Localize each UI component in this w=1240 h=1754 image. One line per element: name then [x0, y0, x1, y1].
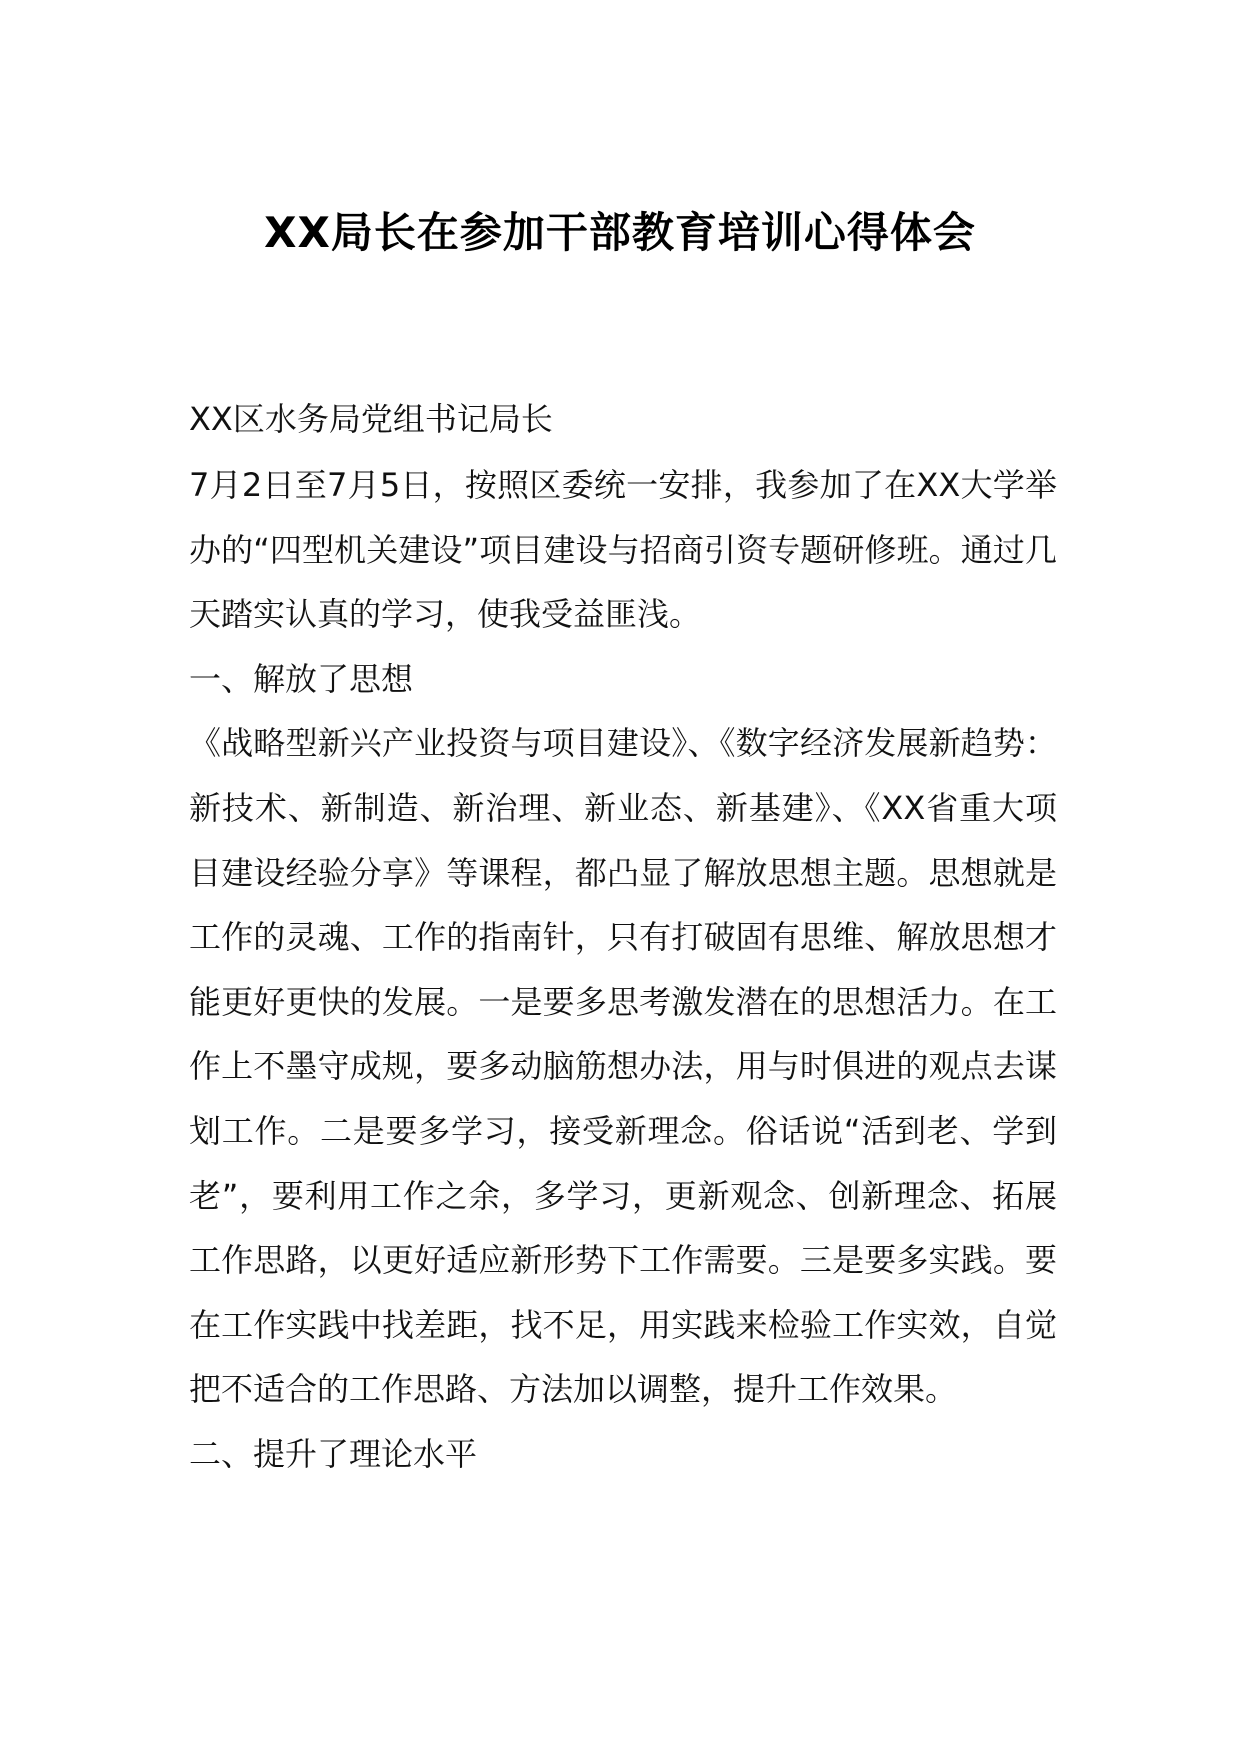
- section-heading-1: 一、解放了思想: [189, 659, 414, 698]
- section-heading-2: 二、提升了理论水平: [189, 1434, 478, 1473]
- document-title: XX局长在参加干部教育培训心得体会: [264, 208, 976, 257]
- document-body: [189, 453, 1057, 1487]
- author-line: XX区水务局党组书记局长: [189, 400, 553, 438]
- intro-paragraph: 7月2日至7月5日，按照区委统一安排，我参加了在XX大学举办的“四型机关建设”项目建设与招商引资专题研修班。通过几天踏实认真的学习，使我受益匪浅。: [189, 466, 1057, 634]
- section-1-paragraph: 《战略型新兴产业投资与项目建设》、《数字经济发展新趋势：新技术、新制造、新治理、新业态、新基建》、《XX省重大项目建设经验分享》等课程，都凸显了解放思想主题。思想就是工作的灵魂、工作的指南针，只有打破固有思维、解放思想才能更好更快的发展。一是要多思考激发潜在的思想活力。在工作上不墨守成规，要多动脑筋想办法，用与时俱进的观点去谋划工作。二是要多学习，接受新理念。俗话说“活到老、学到老”，要利用工作之余，多学习，更新观念、创新理念、拓展工作思路，以更好适应新形势下工作需要。三是要多实践。要在工作实践中找差距，找不足，用实践来检验工作实效，自觉把不适合的工作思路、方法加以调整，提升工作效果。: [189, 724, 1057, 1409]
